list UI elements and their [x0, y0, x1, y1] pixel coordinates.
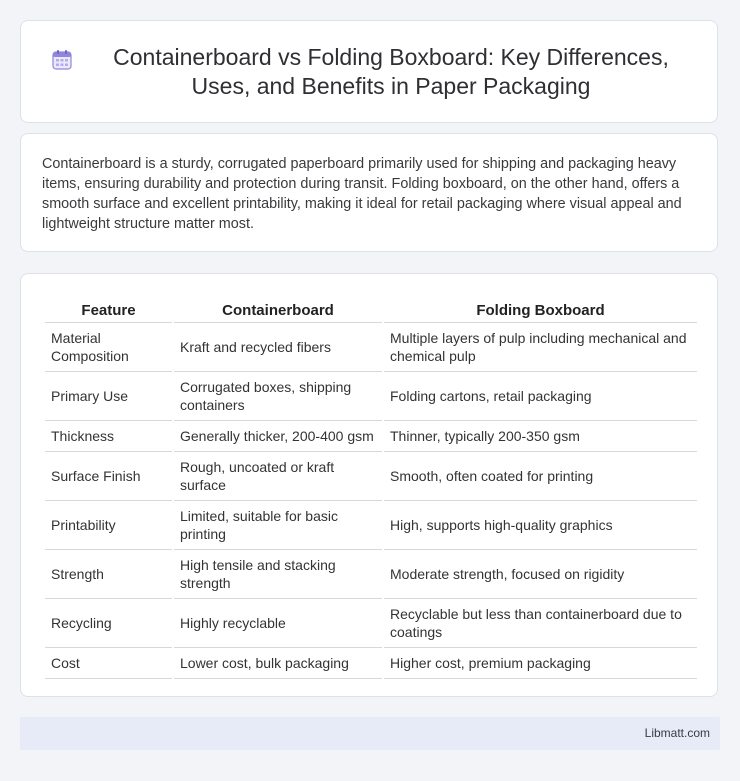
- title-wrap: [21, 43, 717, 101]
- cell-feature: Thickness: [45, 421, 172, 452]
- title-card: [20, 20, 718, 123]
- footer-bar: [20, 717, 720, 750]
- table-row: [45, 501, 697, 550]
- header-feature: Feature: [45, 294, 172, 323]
- calendar-icon: [51, 49, 73, 71]
- cell-feature: Recycling: [45, 599, 172, 648]
- cell-feature: Cost: [45, 648, 172, 679]
- cell-containerboard: Lower cost, bulk packaging: [174, 648, 382, 679]
- page-title: Containerboard vs Folding Boxboard: Key Differences, Uses, and Benefits in Paper Packaging: [113, 43, 669, 99]
- table-row: [45, 550, 697, 599]
- table-row: [45, 599, 697, 648]
- header-containerboard: Containerboard: [174, 294, 382, 323]
- table-row: [45, 372, 697, 421]
- header-folding-boxboard: Folding Boxboard: [384, 294, 697, 323]
- cell-folding-boxboard: Multiple layers of pulp including mechanical and chemical pulp: [384, 323, 697, 372]
- cell-feature: Material Composition: [45, 323, 172, 372]
- cell-containerboard: Kraft and recycled fibers: [174, 323, 382, 372]
- table-card: [20, 273, 718, 697]
- cell-containerboard: Corrugated boxes, shipping containers: [174, 372, 382, 421]
- cell-folding-boxboard: Higher cost, premium packaging: [384, 648, 697, 679]
- cell-feature: Surface Finish: [45, 452, 172, 501]
- cell-folding-boxboard: Moderate strength, focused on rigidity: [384, 550, 697, 599]
- table-row: [45, 648, 697, 679]
- cell-containerboard: Limited, suitable for basic printing: [174, 501, 382, 550]
- cell-folding-boxboard: Thinner, typically 200-350 gsm: [384, 421, 697, 452]
- footer-site-link[interactable]: Libmatt.com: [644, 726, 710, 740]
- cell-folding-boxboard: Folding cartons, retail packaging: [384, 372, 697, 421]
- cell-feature: Primary Use: [45, 372, 172, 421]
- cell-folding-boxboard: Smooth, often coated for printing: [384, 452, 697, 501]
- intro-card: [20, 133, 718, 252]
- cell-containerboard: Rough, uncoated or kraft surface: [174, 452, 382, 501]
- table-row: [45, 421, 697, 452]
- table-row: [45, 452, 697, 501]
- cell-folding-boxboard: High, supports high-quality graphics: [384, 501, 697, 550]
- table-header-row: [45, 294, 697, 323]
- cell-feature: Strength: [45, 550, 172, 599]
- table-row: [45, 323, 697, 372]
- cell-folding-boxboard: Recyclable but less than containerboard due to coatings: [384, 599, 697, 648]
- cell-containerboard: Highly recyclable: [174, 599, 382, 648]
- cell-feature: Printability: [45, 501, 172, 550]
- cell-containerboard: High tensile and stacking strength: [174, 550, 382, 599]
- intro-paragraph: Containerboard is a sturdy, corrugated paperboard primarily used for shipping and packaging heavy items, ensuring durability and protection during transit. Folding boxboard, on the other hand, offers a smooth surface and excellent printability, making it ideal for retail packaging where visual appeal and lightweight structure matter most.: [42, 156, 682, 232]
- comparison-table: [43, 294, 699, 679]
- cell-containerboard: Generally thicker, 200-400 gsm: [174, 421, 382, 452]
